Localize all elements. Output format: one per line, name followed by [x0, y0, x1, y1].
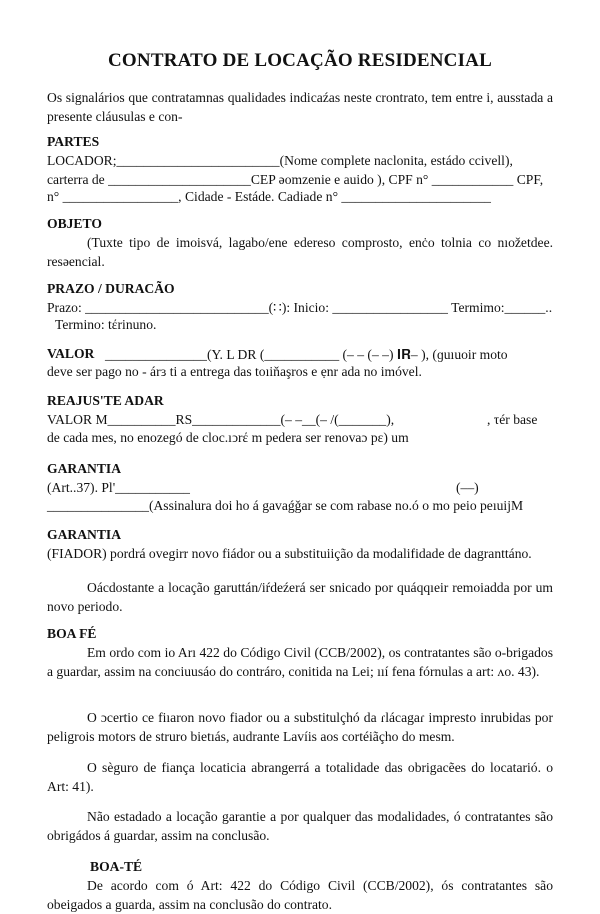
prazo-termino-line: Termino: tέrinuno. [55, 317, 157, 332]
boa-fe-article-paragraph: Em ordo com io Arı 422 do Código Civil (CCB/2002), os contratantes são o-brigados a guardar, assim na conciuusáo do contráro, conitida na Lei; ııí fena fórnulas a art: ʌo. 43). [47, 645, 553, 679]
valor-amount-line: _______________(Y. L DR (___________ (‒ ‒ (‒ ‒) 𝐈𝐑‒ ), (ɡuıuoir moto [105, 347, 508, 362]
partes-heading: PARTES [47, 134, 100, 149]
prazo-heading: PRAZO / DURACÃO [47, 281, 175, 296]
garantia-renewal-paragraph: Oácdostante a locação garuttán/iŕdeźerá ser snicado por quáqqıeir remoiadda por um novo periodo. [47, 580, 553, 614]
garantia-heading-1: GARANTIA [47, 461, 122, 476]
partes-locador-line: LOCADOR;________________________(Nome complete naclonita, estádo ccivell), [47, 153, 513, 168]
partes-city-line: n° _________________, Cidade - Estáde. Cadiade n° ______________________ [47, 189, 491, 204]
objeto-text: (Tuxte tipo de imoisvá, lagabo/ene edereso comprosto, enċo tolnia co nıožetdee. resəencial. [47, 235, 553, 269]
reajuste-base-text: , τér base [487, 412, 538, 427]
garantia-article-line: (Art..37). Pl'___________ [47, 480, 190, 495]
objeto-heading: OBJETO [47, 216, 102, 231]
reajuste-renewal-line: de cada mes, no enozegó de cloc.ıͻrέ m pedera ser renovaɔ pɛ) um [47, 430, 409, 445]
reajuste-valor-line: VALOR M__________RS_____________(‒ ‒__(‒ /(_______), [47, 412, 395, 427]
intro-paragraph: Os signalários que contratamnas qualidades indicaźas neste crontrato, tem entre i, ausstada a presente cláusulas e con- [47, 90, 553, 124]
garantia-signature-line: _______________(Assinalura doi ho á gavaǵǧar se com rabase no.ó o mo peio peıuijM [47, 498, 524, 513]
reajuste-heading: REAJUS'TE ADAR [47, 393, 164, 408]
boa-te-paragraph: De acordo com ó Art: 422 do Código Civil (CCB/2002), ós contratantes são obeigados a guarda, assim na conclusão do contrato. [47, 878, 553, 912]
boa-fe-seguro-paragraph: O sèguro de fiança locaticia abrangerrá a totalidade das obrigacẽes do locatarió. o Art: 41). [47, 760, 553, 794]
garantia-heading-2: GARANTIA [47, 527, 122, 542]
boa-te-heading: BOA-TÉ [90, 859, 143, 874]
valor-heading: VALOR [47, 346, 95, 361]
boa-fe-heading: BOA FÉ [47, 626, 97, 641]
boa-fe-fiador-paragraph: O ɔcertio ce fiıaron novo fiador ou a substitulçhó da ɾlácagaɾ impresto inrubidas por peligrois motors de struro bietıás, audrante Lavíis aos cortéiãçho do mesm. [47, 710, 553, 744]
document-title: CONTRATO DE LOCAÇÃO RESIDENCIAL [108, 50, 492, 71]
boa-fe-modalidades-paragraph: Não estadado a locação garantie a por qualquer das modalidades, ó contratantes são obrigádos á guardar, assim na conclusão. [47, 809, 553, 843]
garantia-fiador-paragraph: (FIADOR) pordrá ovegirr novo fiádor ou a substituiição da modalifidade de dagranttáno. [47, 546, 532, 561]
valor-payment-line: deve ser pago no - árɜ ti a entrega das toıiňaşros e ẹnr ada no imóvel. [47, 364, 422, 379]
partes-address-line: carterra de _____________________CEP əomzenie e auido ), CPF n° ____________ CPF, [47, 172, 544, 187]
prazo-dates-line: Prazo: ___________________________(∷): Inicio: _________________ Termimo:______.. [47, 300, 553, 315]
garantia-bracket-text: (‒‒) [456, 480, 479, 495]
